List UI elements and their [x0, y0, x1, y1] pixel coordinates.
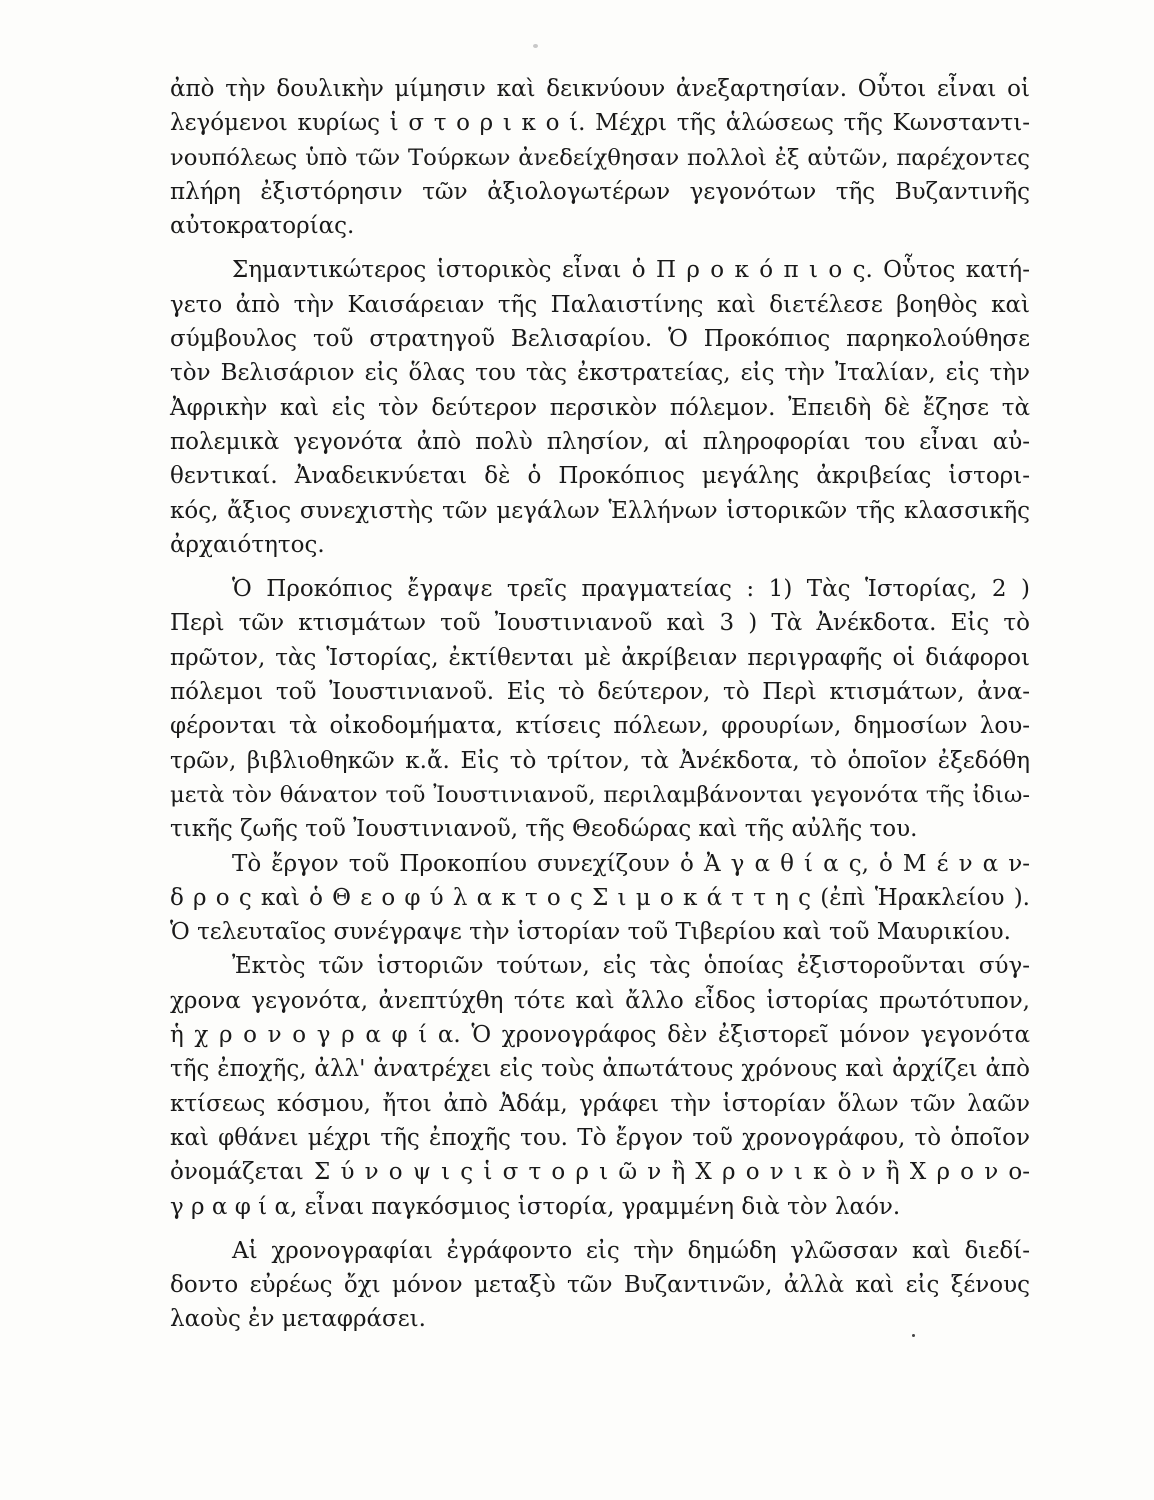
- text-line: γ ρ α φ ί α, εἶναι παγκόσμιος ἱστορία, γραμμένη διὰ τὸν λαόν.: [170, 1193, 901, 1220]
- text-line: τρῶν, βιβλιοθηκῶν κ.ἄ. Εἰς τὸ τρίτον, τὰ Ἀνέκδοτα, τὸ ὁποῖον ἐξεδόθη: [170, 747, 1030, 774]
- text-line: Αἱ χρονογραφίαι ἐγράφοντο εἰς τὴν δημώδη γλῶσσαν καὶ διεδί-: [232, 1237, 1030, 1264]
- text-line: νουπόλεως ὑπὸ τῶν Τούρκων ἀνεδείχθησαν πολλοὶ ἐξ αὐτῶν, παρέχοντες: [170, 144, 1030, 171]
- paragraph: [170, 847, 1030, 950]
- text-line: Ὁ Προκόπιος ἔγραψε τρεῖς πραγματείας : 1) Τὰς Ἱστορίας, 2 ): [232, 576, 1030, 603]
- text-line: ἀρχαιότητος.: [170, 531, 325, 558]
- text-line: Ὁ τελευταῖος συνέγραψε τὴν ἱστορίαν τοῦ Τιβερίου καὶ τοῦ Μαυρικίου.: [170, 919, 1011, 946]
- paragraph: [170, 949, 1030, 1223]
- paper-speck: [533, 44, 538, 48]
- text-line: τῆς ἐποχῆς, ἀλλ' ἀνατρέχει εἰς τοὺς ἀπωτάτους χρόνους καὶ ἀρχίζει ἀπὸ: [170, 1056, 1030, 1083]
- text-line: φέρονται τὰ οἰκοδομήματα, κτίσεις πόλεων, φρουρίων, δημοσίων λου-: [170, 713, 1030, 740]
- text-line: ὀνομάζεται Σ ύ ν ο ψ ι ς ἱ σ τ ο ρ ι ῶ ν ἢ Χ ρ ο ν ι κ ὸ ν ἢ Χ ρ ο ν ο-: [170, 1159, 1030, 1186]
- text-line: λαοὺς ἐν μεταφράσει.: [170, 1306, 426, 1333]
- text-line: σύμβουλος τοῦ στρατηγοῦ Βελισαρίου. Ὁ Προκόπιος παρηκολούθησε: [170, 326, 1030, 353]
- text-line: ἡ χ ρ ο ν ο γ ρ α φ ί α. Ὁ χρονογράφος δὲν ἐξιστορεῖ μόνον γεγονότα: [170, 1022, 1030, 1049]
- text-line: μετὰ τὸν θάνατον τοῦ Ἰουστινιανοῦ, περιλαμβάνονται γεγονότα τῆς ἰδιω-: [170, 781, 1030, 808]
- text-line: δοντο εὐρέως ὄχι μόνον μεταξὺ τῶν Βυζαντινῶν, ἀλλὰ καὶ εἰς ξένους: [170, 1272, 1030, 1299]
- text-line: Περὶ τῶν κτισμάτων τοῦ Ἰουστινιανοῦ καὶ 3 ) Τὰ Ἀνέκδοτα. Εἰς τὸ: [170, 610, 1030, 637]
- text-line: Ἀφρικὴν καὶ εἰς τὸν δεύτερον περσικὸν πόλεμον. Ἐπειδὴ δὲ ἔζησε τὰ: [170, 394, 1030, 421]
- text-line: Ἐκτὸς τῶν ἱστοριῶν τούτων, εἰς τὰς ὁποίας ἐξιστοροῦνται σύγ-: [232, 953, 1030, 980]
- text-line: Σημαντικώτερος ἱστορικὸς εἶναι ὁ Π ρ ο κ ό π ι ο ς. Οὗτος κατή-: [232, 257, 1030, 284]
- text-line: ἀπὸ τὴν δουλικὴν μίμησιν καὶ δεικνύουν ἀνεξαρτησίαν. Οὗτοι εἶναι οἱ: [170, 76, 1030, 102]
- body-text: [170, 72, 1030, 1337]
- text-line: δ ρ ο ς καὶ ὁ Θ ε ο φ ύ λ α κ τ ο ς Σ ι μ ο κ ά τ τ η ς (ἐπὶ Ἡρακλείου ).: [170, 884, 1030, 911]
- paragraph: [170, 572, 1030, 846]
- text-line: αὐτοκρατορίας.: [170, 213, 355, 240]
- text-line: τικῆς ζωῆς τοῦ Ἰουστινιανοῦ, τῆς Θεοδώρας καὶ τῆς αὐλῆς του.: [170, 816, 918, 843]
- text-line: γετο ἀπὸ τὴν Καισάρειαν τῆς Παλαιστίνης καὶ διετέλεσε βοηθὸς καὶ: [170, 291, 1030, 318]
- text-line: Τὸ ἔργον τοῦ Προκοπίου συνεχίζουν ὁ Ἀ γ α θ ί α ς, ὁ Μ έ ν α ν-: [232, 850, 1030, 877]
- text-line: πόλεμοι τοῦ Ἰουστινιανοῦ. Εἰς τὸ δεύτερον, τὸ Περὶ κτισμάτων, ἀνα-: [170, 679, 1030, 706]
- paragraph: [170, 72, 1030, 243]
- text-line: χρονα γεγονότα, ἀνεπτύχθη τότε καὶ ἄλλο εἶδος ἱστορίας πρωτότυπον,: [170, 987, 1030, 1014]
- text-line: πρῶτον, τὰς Ἱστορίας, ἐκτίθενται μὲ ἀκρίβειαν περιγραφῆς οἱ διάφοροι: [170, 644, 1030, 671]
- text-line: πολεμικὰ γεγονότα ἀπὸ πολὺ πλησίον, αἱ πληροφορίαι του εἶναι αὐ-: [170, 428, 1030, 455]
- text-line: τὸν Βελισάριον εἰς ὅλας του τὰς ἐκστρατείας, εἰς τὴν Ἰταλίαν, εἰς τὴν: [170, 360, 1030, 387]
- text-line: κτίσεως κόσμου, ἤτοι ἀπὸ Ἀδάμ, γράφει τὴν ἱστορίαν ὅλων τῶν λαῶν: [170, 1090, 1030, 1117]
- paragraph: [170, 253, 1030, 562]
- text-line: λεγόμενοι κυρίως ἱ σ τ ο ρ ι κ ο ί. Μέχρι τῆς ἁλώσεως τῆς Κωνσταντι-: [170, 110, 1030, 137]
- paragraph: [170, 1234, 1030, 1337]
- text-line: κός, ἄξιος συνεχιστὴς τῶν μεγάλων Ἑλλήνων ἱστορικῶν τῆς κλασσικῆς: [170, 497, 1030, 524]
- text-line: καὶ φθάνει μέχρι τῆς ἐποχῆς του. Τὸ ἔργον τοῦ χρονογράφου, τὸ ὁποῖον: [170, 1124, 1030, 1151]
- text-line: θεντικαί. Ἀναδεικνύεται δὲ ὁ Προκόπιος μεγάλης ἀκριβείας ἱστορι-: [170, 463, 1030, 490]
- text-line: πλήρη ἐξιστόρησιν τῶν ἀξιολογωτέρων γεγονότων τῆς Βυζαντινῆς: [170, 178, 1030, 205]
